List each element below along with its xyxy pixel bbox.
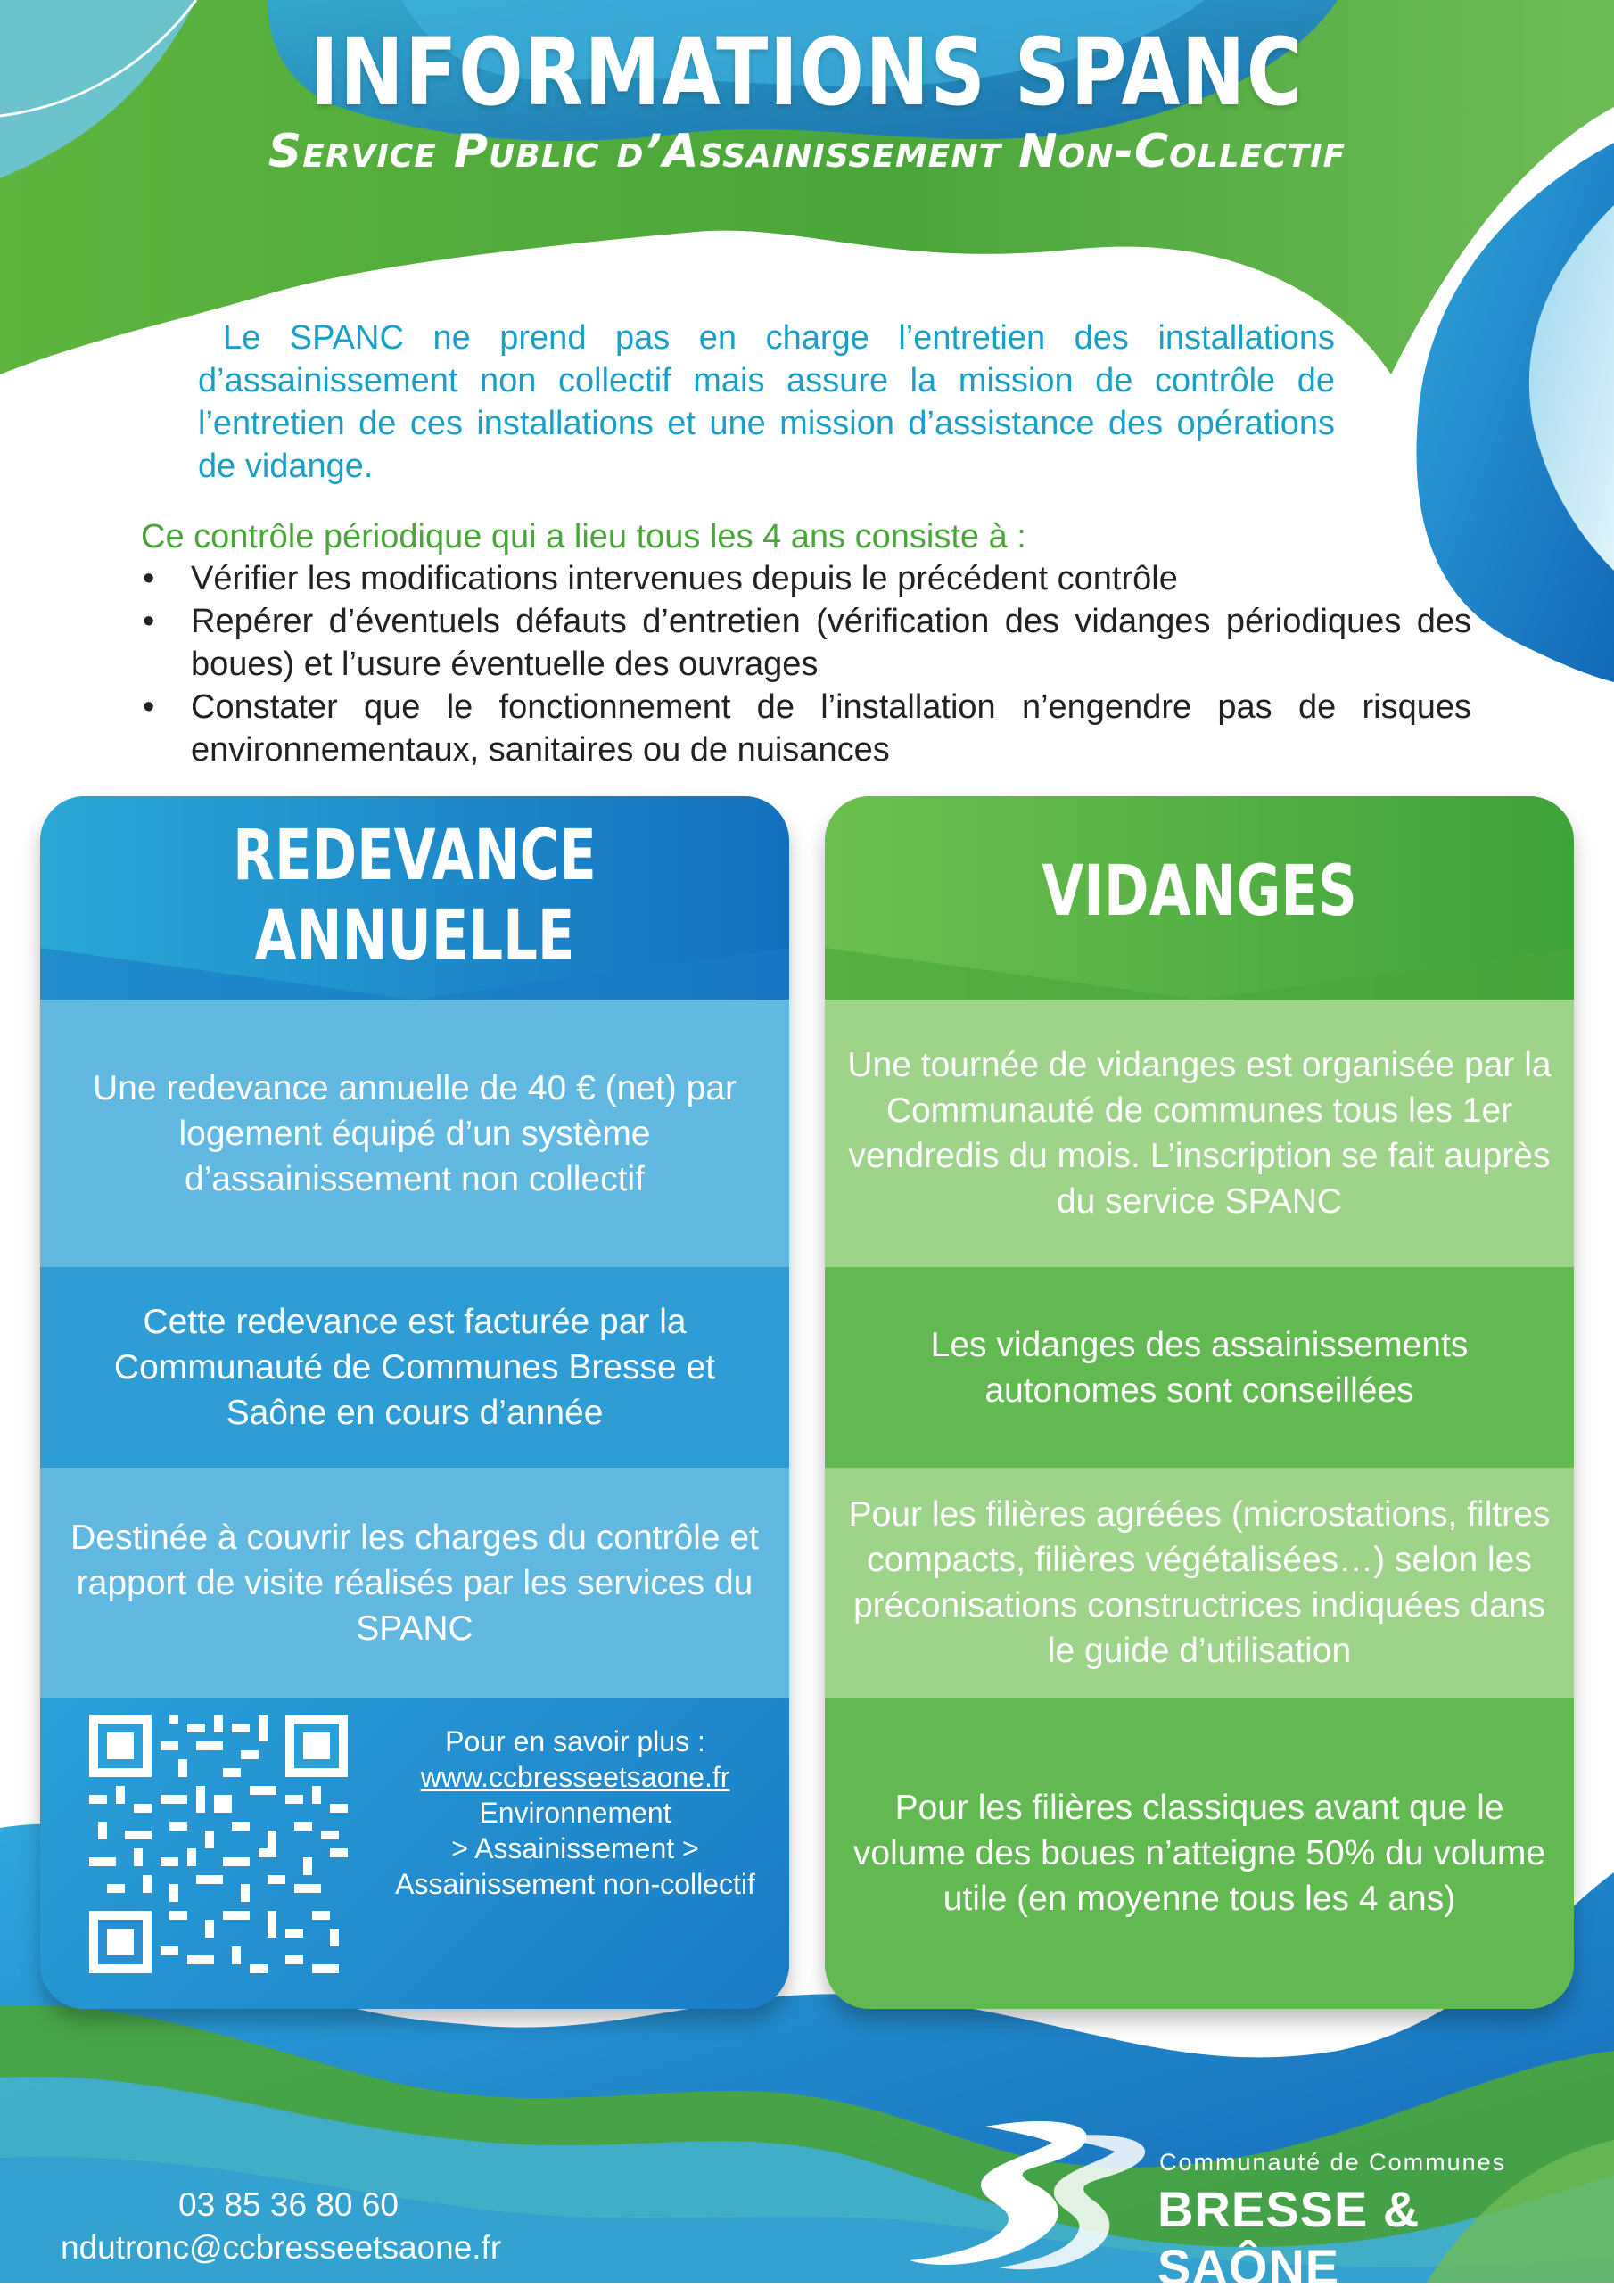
redevance-block-2: Cette redevance est facturée par la Communauté de Communes Bresse et Saône en cours d’année [40, 1267, 789, 1468]
vidanges-block-1: Une tournée de vidanges est organisée par la Communauté de communes tous les 1er vendredis du mois. L’inscription se fait auprès du service SPANC [825, 1000, 1574, 1267]
bullet-icon: • [143, 560, 155, 597]
vidanges-card [825, 796, 1574, 2009]
redevance-card [40, 796, 789, 2009]
page-title: INFORMATIONS SPANC [309, 18, 1305, 127]
more-info-intro: Pour en savoir plus : [445, 1725, 705, 1757]
website-link[interactable]: www.ccbresseetsaone.fr [420, 1761, 730, 1793]
bs-swoosh-logo-icon [901, 2118, 1159, 2274]
vidanges-block-3: Pour les filières agréées (microstations, filtres compacts, filières végétalisées…) selon les préconisations constructrices indiquées dans le guide d’utilisation [825, 1468, 1574, 1698]
redevance-block-1: Une redevance annuelle de 40 € (net) par logement équipé d’un système d’assainissement non collectif [40, 1000, 789, 1267]
logo-text-line2: BRESSE & SAÔNE [1157, 2181, 1420, 2295]
redevance-title-line2: ANNUELLE [254, 896, 575, 976]
redevance-title-line1: REDEVANCE [233, 816, 597, 896]
bullet-icon: • [143, 688, 155, 726]
logo-text-line1: Communauté de Communes [1159, 2149, 1507, 2176]
bullet-icon: • [143, 603, 155, 640]
more-info-text [379, 1724, 771, 1902]
vidanges-title: VIDANGES [1042, 852, 1357, 932]
control-heading: Ce contrôle périodique qui a lieu tous les 4 ans consiste à : [141, 518, 1026, 555]
path-step-3: Assainissement non-collectif [395, 1868, 755, 1900]
page-subtitle: Service Public d’Assainissement Non-Collectif [268, 125, 1346, 178]
path-step-2: > Assainissement > [451, 1832, 699, 1864]
path-step-1: Environnement [479, 1797, 671, 1829]
vidanges-block-4: Pour les filières classiques avant que le volume des boues n’atteigne 50% du volume utile (en moyenne tous les 4 ans) [825, 1698, 1574, 2009]
vidanges-block-2: Les vidanges des assainissements autonomes sont conseillées [825, 1267, 1574, 1468]
list-item: • Repérer d’éventuels défauts d’entretien (vérification des vidanges périodiques des boues) et l’usure éventuelle des ouvrages [141, 600, 1471, 686]
list-item: • Constater que le fonctionnement de l’installation n’engendre pas de risques environnementaux, sanitaires ou de nuisances [141, 686, 1471, 771]
list-item: • Vérifier les modifications intervenues depuis le précédent contrôle [141, 557, 1471, 600]
control-list [141, 557, 1471, 771]
contact-email[interactable]: ndutronc@ccbresseetsaone.fr [61, 2229, 502, 2266]
contact-phone[interactable]: 03 85 36 80 60 [178, 2186, 399, 2223]
intro-paragraph: Le SPANC ne prend pas en charge l’entretien des installations d’assainissement non collectif mais assure la mission de contrôle de l’entretien de ces installations et une mission d’assistance des opérations de vidange. [198, 319, 1335, 485]
qr-code-icon[interactable] [89, 1715, 348, 1973]
redevance-block-3: Destinée à couvrir les charges du contrôle et rapport de visite réalisés par les services du SPANC [40, 1468, 789, 1698]
